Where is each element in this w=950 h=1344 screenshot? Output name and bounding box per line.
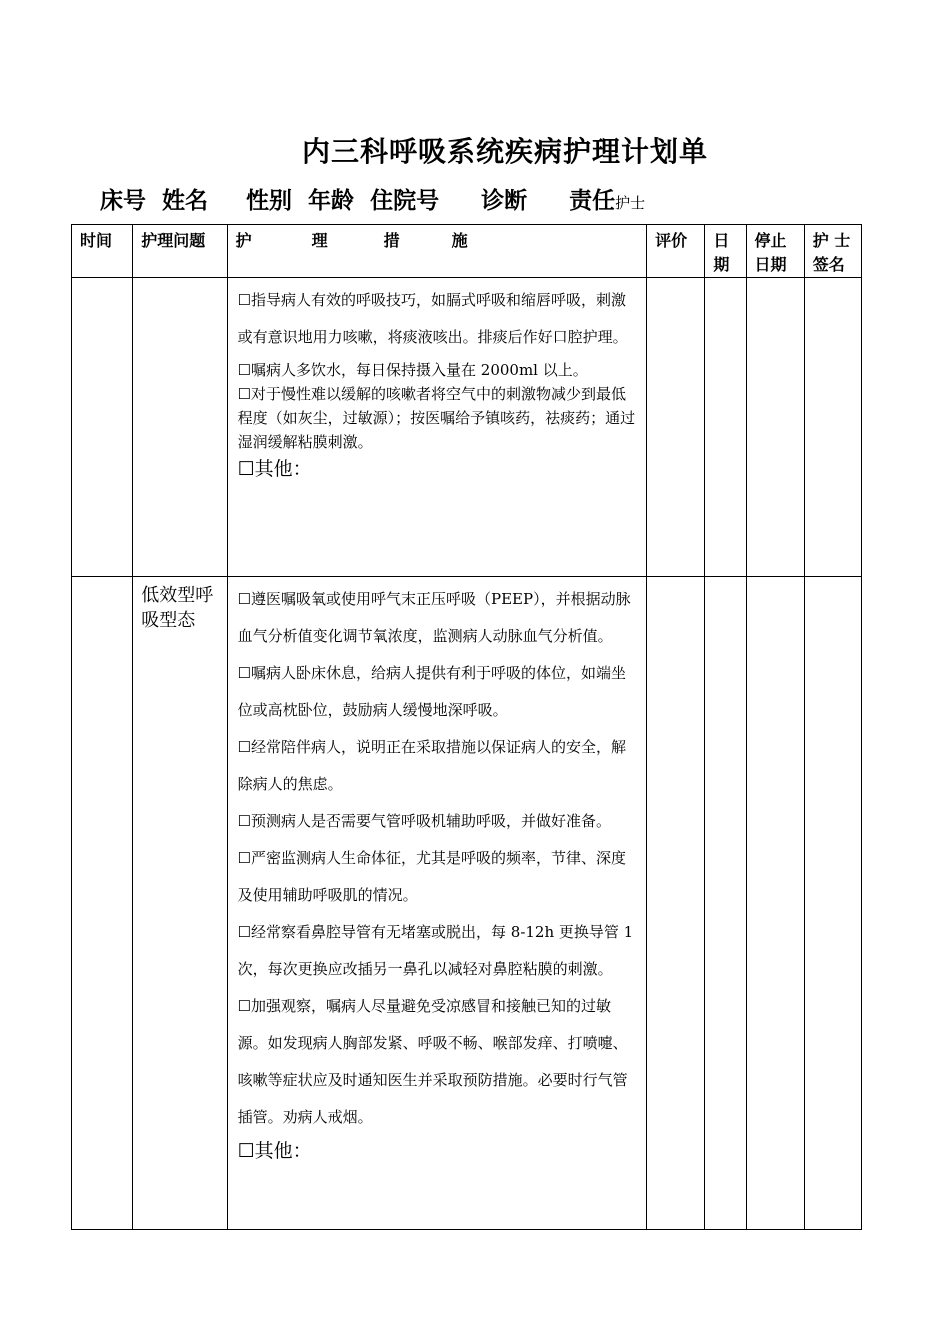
nurse-sign-cell[interactable] — [804, 278, 861, 577]
measure-item: ☐严密监测病人生命体征，尤其是呼吸的频率，节律、深度及使用辅助呼吸肌的情况。 — [237, 849, 627, 904]
header-measures — [227, 225, 647, 278]
problem-cell — [133, 278, 227, 577]
header-problem: 护理问题 — [133, 225, 227, 278]
table-header-row — [72, 225, 862, 278]
header-measures-char-1: 护 — [235, 231, 252, 250]
stop-date-cell[interactable] — [746, 278, 804, 577]
measure-item-other: ☐其他： — [237, 1140, 312, 1162]
gender-label: 性别 — [246, 187, 293, 214]
date-cell[interactable] — [705, 278, 746, 577]
header-stop-date-line2: 日期 — [754, 255, 787, 274]
header-measures-char-4: 施 — [451, 231, 468, 250]
header-date — [705, 225, 746, 278]
measure-item: ☐加强观察，嘱病人尽量避免受凉感冒和接触已知的过敏源。如发现病人胸部发紧、呼吸不畅、喉部发痒、打喷嚏、咳嗽等症状应及时通知医生并采取预防措施。必要时行气管插管。劝病人戒烟。 — [237, 997, 628, 1126]
stop-date-cell[interactable] — [746, 577, 804, 1230]
responsible-label: 责任 — [569, 187, 616, 214]
name-label: 姓名 — [162, 187, 209, 214]
header-measures-char-3: 措 — [383, 231, 400, 250]
header-evaluation: 评价 — [647, 225, 705, 278]
measure-item: ☐指导病人有效的呼吸技巧，如膈式呼吸和缩唇呼吸，刺激或有意识地用力咳嗽，将痰液咳出。排痰后作好口腔护理。 — [237, 291, 628, 346]
evaluation-cell[interactable] — [647, 577, 705, 1230]
header-time: 时间 — [72, 225, 133, 278]
date-cell[interactable] — [705, 577, 746, 1230]
measure-item: ☐对于慢性难以缓解的咳嗽者将空气中的刺激物减少到最低程度（如灰尘，过敏源）；按医嘱给予镇咳药，祛痰药；通过湿润缓解粘膜刺激。 — [237, 385, 636, 451]
measure-item: ☐嘱病人多饮水，每日保持摄入量在 2000ml 以上。 — [237, 361, 588, 379]
diagnosis-label: 诊断 — [481, 187, 528, 214]
measure-item-other: ☐其他： — [237, 458, 312, 480]
header-stop-date-line1: 停止 — [754, 231, 787, 250]
evaluation-cell[interactable] — [647, 278, 705, 577]
header-date-line1: 日 — [713, 231, 730, 250]
table-row — [72, 278, 862, 577]
care-plan-table — [71, 224, 862, 1230]
admission-no-label: 住院号 — [370, 187, 440, 214]
nurse-sign-cell[interactable] — [804, 577, 861, 1230]
header-nurse-sign-line1: 护 士 — [812, 231, 851, 250]
measures-cell — [227, 577, 647, 1230]
header-fields — [100, 182, 653, 215]
measure-item: ☐遵医嘱吸氧或使用呼气末正压呼吸（PEEP），并根据动脉血气分析值变化调节氧浓度，监测病人动脉血气分析值。 — [237, 590, 631, 645]
problem-cell: 低效型呼吸型态 — [133, 577, 227, 1230]
time-cell[interactable] — [72, 278, 133, 577]
measure-item: ☐经常陪伴病人，说明正在采取措施以保证病人的安全，解除病人的焦虑。 — [237, 738, 627, 793]
header-measures-char-2: 理 — [311, 231, 328, 250]
nurse-label: 护士 — [615, 194, 646, 212]
header-date-line2: 期 — [713, 255, 730, 274]
header-stop-date — [746, 225, 804, 278]
bed-no-label: 床号 — [100, 187, 146, 214]
measure-item: ☐嘱病人卧床休息，给病人提供有利于呼吸的体位，如端坐位或高枕卧位，鼓励病人缓慢地深呼吸。 — [237, 664, 627, 719]
measure-item: ☐经常察看鼻腔导管有无堵塞或脱出，每 8-12h 更换导管 1 次，每次更换应改插另一鼻孔以减轻对鼻腔粘膜的刺激。 — [237, 923, 634, 978]
header-nurse-sign — [804, 225, 861, 278]
header-nurse-sign-line2: 签名 — [812, 255, 845, 274]
age-label: 年龄 — [308, 187, 355, 214]
table-row — [72, 577, 862, 1230]
page-title: 内三科呼吸系统疾病护理计划单 — [301, 135, 708, 168]
measure-item: ☐预测病人是否需要气管呼吸机辅助呼吸，并做好准备。 — [237, 812, 612, 830]
time-cell[interactable] — [72, 577, 133, 1230]
measures-cell — [227, 278, 647, 577]
